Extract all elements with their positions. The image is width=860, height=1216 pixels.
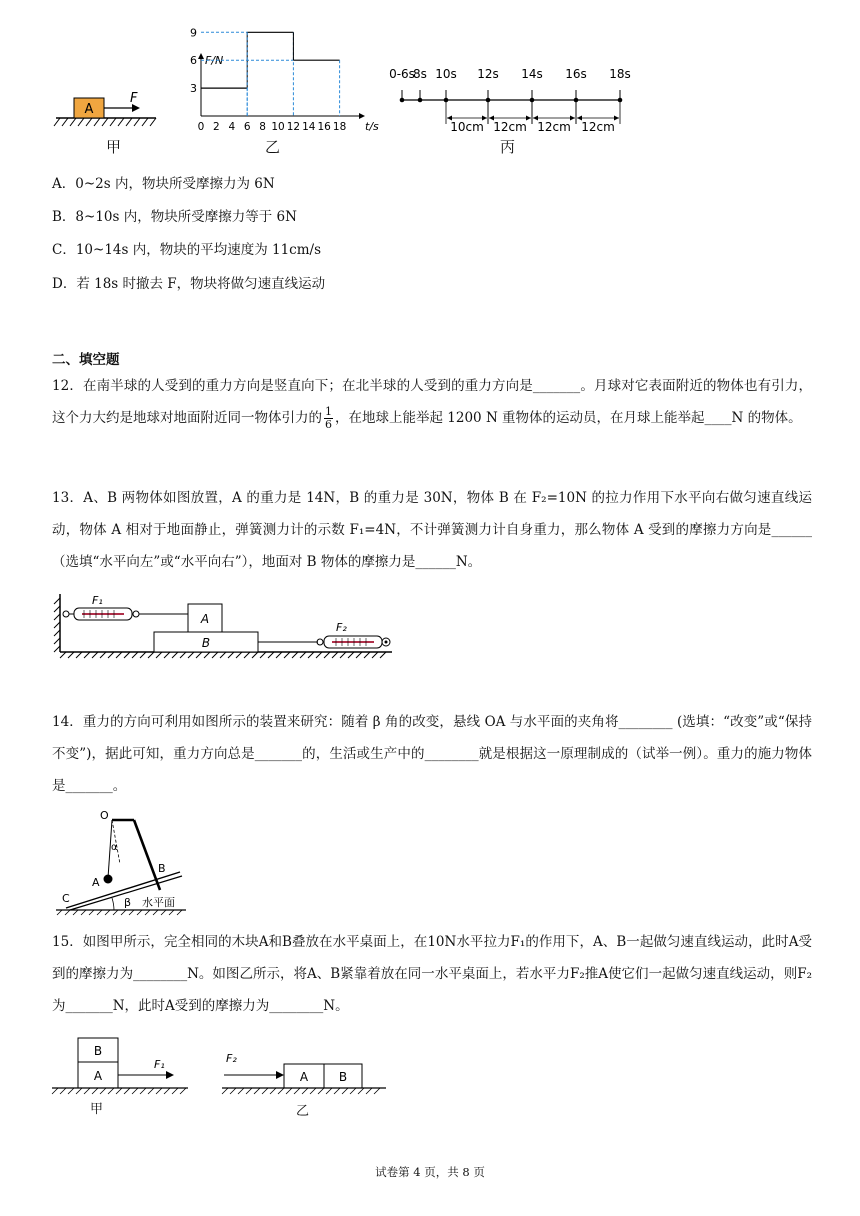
- label-b: B: [158, 862, 166, 875]
- label-alpha: α: [111, 842, 118, 853]
- block-a-label: A: [200, 612, 210, 626]
- x-axis-label: t/s: [365, 120, 379, 133]
- q12-part2: ，在地球上能举起 1200 N 重物体的运动员，在月球上能举起____N 的物体。: [335, 410, 802, 426]
- block-b-label: B: [338, 1070, 348, 1084]
- option-c: C．10~14s 内，物块的平均速度为 11cm/s: [52, 242, 322, 258]
- time-label: 0-6s: [389, 67, 415, 81]
- block-a-label: A: [93, 1069, 103, 1083]
- figure-q15-jia: [52, 1034, 202, 1124]
- caption-yi: 乙: [265, 138, 281, 156]
- figure-bing: [380, 60, 640, 140]
- f1-label: F₁: [92, 594, 103, 607]
- x-tick-label: 18: [332, 121, 347, 133]
- question-14: 14．重力的方向可利用如图所示的装置来研究：随着 β 角的改变，悬线 OA 与水平面的夹角将________ (选填：“改变”或“保持不变”)，据此可知，重力方向总是_______的，生活或生产中的________就是根据这一原理制成的（试举一例）。重力的施力物体是_______。: [52, 714, 812, 794]
- distance-label: 12cm: [537, 120, 571, 134]
- x-tick-label: 0: [197, 121, 205, 133]
- block-b-label: B: [93, 1044, 103, 1058]
- label-c: C: [62, 892, 70, 905]
- time-label: 16s: [565, 67, 587, 81]
- caption-q15-yi: 乙: [296, 1104, 310, 1119]
- figure-q15-yi: [222, 1050, 392, 1100]
- question-12: [52, 370, 812, 434]
- x-tick-label: 6: [243, 121, 251, 133]
- distance-label: 10cm: [450, 120, 484, 134]
- q12-part1: 12．在南半球的人受到的重力方向是竖直向下；在北半球的人受到的重力方向是_______。月球对它表面附近的物体也有引力，这个力大约是地球对地面附近同一物体引力的: [52, 378, 812, 426]
- distance-label: 12cm: [581, 120, 615, 134]
- fraction: [324, 406, 333, 431]
- time-label: 12s: [477, 67, 499, 81]
- figure-yi-graph: [185, 26, 390, 138]
- caption-jia: 甲: [106, 138, 122, 156]
- time-label: 10s: [435, 67, 457, 81]
- frac-num: 1: [325, 405, 332, 418]
- question-15: 15．如图甲所示，完全相同的木块A和B叠放在水平桌面上，在10N水平拉力F₁的作用下，A、B一起做匀速直线运动，此时A受到的摩擦力为________N。如图乙所示，将A、B紧靠着放在同一水平桌面上，若水平力F₂推A使它们一起做匀速直线运动，则F₂为_______N，此时A受到的摩擦力为________N。: [52, 934, 812, 1014]
- caption-bing: 丙: [500, 138, 516, 156]
- y-tick-label: 9: [190, 26, 197, 40]
- label-o: O: [100, 809, 109, 822]
- y-axis-label: F/N: [205, 54, 224, 67]
- figure-q13: [52, 588, 402, 660]
- time-label: 18s: [609, 67, 631, 81]
- page-footer: 试卷第 4 页，共 8 页: [375, 1165, 485, 1179]
- option-d: D．若 18s 时撤去 F，物块将做匀速直线运动: [52, 276, 326, 292]
- f1-label: F₁: [154, 1058, 165, 1071]
- caption-q15-jia: 甲: [90, 1102, 104, 1117]
- time-label: 8s: [413, 67, 427, 81]
- force-f-label: F: [130, 91, 138, 106]
- block-a-label: A: [84, 102, 94, 117]
- y-tick-label: 3: [190, 82, 197, 96]
- figure-jia: [52, 62, 162, 132]
- f2-label: F₂: [336, 621, 347, 634]
- position-dot: [418, 98, 423, 103]
- y-tick-label: 6: [190, 54, 197, 68]
- block-a-label: A: [299, 1070, 309, 1084]
- x-tick-label: 4: [228, 121, 236, 133]
- block-b-label: B: [201, 636, 211, 650]
- label-beta: β: [124, 896, 132, 909]
- frac-den: 6: [325, 418, 332, 431]
- question-13: 13．A、B 两物体如图放置，A 的重力是 14N，B 的重力是 30N，物体 B 在 F₂=10N 的拉力作用下水平向右做匀速直线运动，物体 A 相对于地面静止，弹簧测力计的示数 F₁=4N，不计弹簧测力计自身重力，那么物体 A 受到的摩擦力方向是______（选填“水平向左”或“水平向右”），地面对 B 物体的摩擦力是______N。: [52, 490, 812, 570]
- x-tick-label: 8: [259, 121, 266, 133]
- x-tick-label: 12: [286, 121, 301, 133]
- option-a: A．0~2s 内，物块所受摩擦力为 6N: [52, 176, 275, 192]
- f2-label: F₂: [226, 1052, 237, 1065]
- distance-label: 12cm: [493, 120, 527, 134]
- x-tick-label: 16: [317, 121, 331, 133]
- label-a: A: [92, 876, 100, 889]
- figure-q14: [52, 806, 202, 916]
- x-tick-label: 2: [213, 121, 220, 133]
- label-plane: 水平面: [142, 896, 175, 909]
- x-tick-label: 14: [302, 121, 316, 133]
- position-dot: [400, 98, 405, 103]
- section-heading: 二、填空题: [52, 352, 120, 368]
- x-tick-label: 10: [271, 121, 285, 133]
- option-b: B．8~10s 内，物块所受摩擦力等于 6N: [52, 209, 297, 225]
- time-label: 14s: [521, 67, 543, 81]
